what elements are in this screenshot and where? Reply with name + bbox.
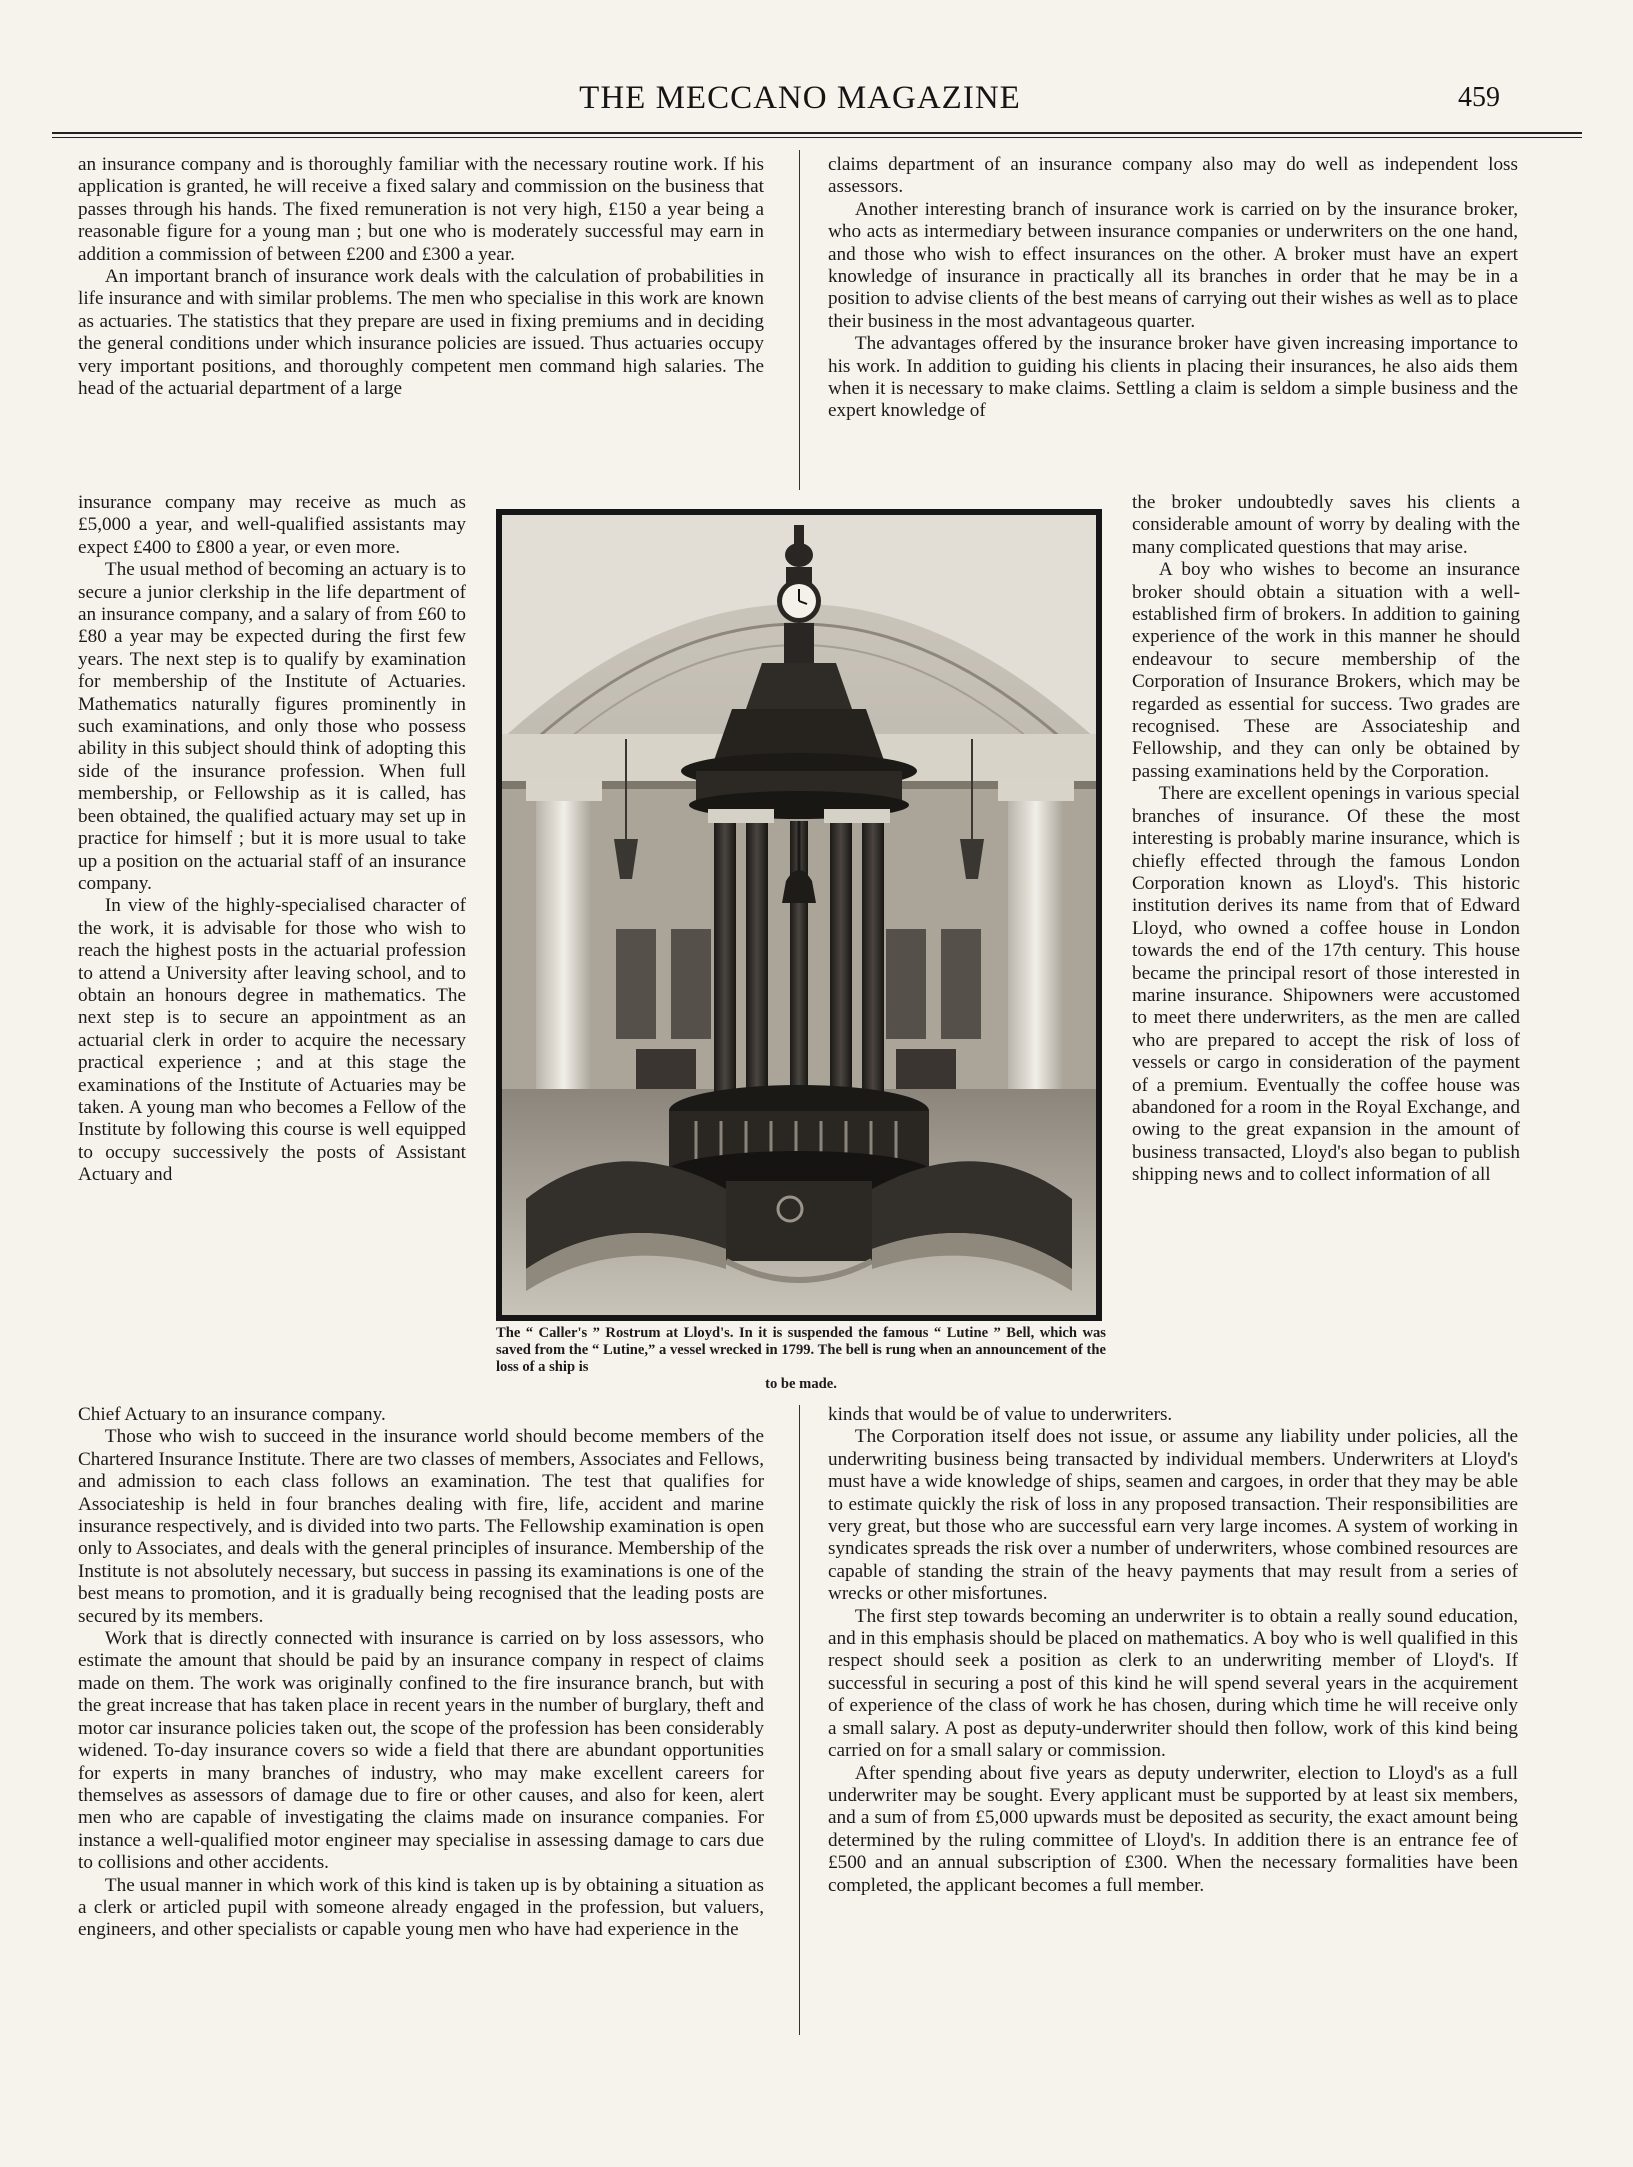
paragraph: The usual method of becoming an actuary is to secure a junior clerkship in the life department of an insurance company, and a salary of from £60 to £80 a year may be expected during the first few years. The next step is to qualify by examination for membership of the Institute of Actuaries. Mathematics naturally figures prominently in such examinations, and only those who possess ability in this subject should think of adopting this side of the insurance profession. When full membership, or Fellowship as it is called, has been obtained, the qualified actuary may set up in practice for himself ; but it is more usual to take up a position on the actuarial staff of an insurance company.	[78, 559, 466, 894]
paragraph: The advantages offered by the insurance broker have given increasing importance to his work. In addition to guiding his clients in placing their insurances, he also aids them when it is necessary to make claims. Settling a claim is seldom a simple business and the expert knowledge of	[828, 333, 1518, 422]
paragraph: The usual manner in which work of this kind is taken up is by obtaining a situation as a clerk or articled pupil with someone already engaged in the profession, but valuers, engineers, and other specialists or capable young men who have had experience in the	[78, 1874, 764, 1941]
paragraph: kinds that would be of value to underwriters.	[828, 1404, 1173, 1425]
paragraph: an insurance company and is thoroughly familiar with the necessary routine work. If his application is granted, he will receive a fixed salary and commission on the business that passes through his hands. The fixed remuneration is not very high, £150 a year being a reasonable figure for a young man ; but one who is moderately successful may earn in addition a commission of between £200 and £300 a year.	[78, 154, 764, 265]
paragraph: The first step towards becoming an underwriter is to obtain a really sound education, and in this emphasis should be placed on mathematics. A boy who is well qualified in this respect should seek a position as clerk to an underwriting member of Lloyd's. If successful in securing a post of this kind he will spend several years in the acquirement of experience of the class of work he has chosen, during which time he will receive only a small salary. A post as deputy-underwriter should then follow, work of this kind being carried on for a small salary or commission.	[828, 1605, 1518, 1762]
paragraph: insurance company may receive as much as £5,000 a year, and well-qualified assistants may expect £400 to £800 a year, or even more.	[78, 492, 466, 558]
running-head: THE MECCANO MAGAZINE	[579, 80, 1021, 116]
rostrum-photograph	[496, 509, 1102, 1321]
paragraph: claims department of an insurance company also may do well as independent loss assessors.	[828, 154, 1518, 198]
left-column-bottom	[78, 1404, 764, 2072]
left-column-top	[78, 154, 764, 492]
paragraph: The Corporation itself does not issue, or assume any liability under policies, all the underwriting business being transacted by individual members. Underwriters at Lloyd's must have a wide knowledge of ships, seamen and cargoes, in order that they may be able to estimate quickly the risk of loss in any proposed transaction. Their responsibilities are very great, but those who are successful earn very large incomes. A system of working in syndicates spreads the risk over a number of underwriters, whose combined resources are capable of standing the strain of the heavy payments that may result from a series of wrecks or other misfortunes.	[828, 1426, 1518, 1605]
header-rule	[52, 132, 1582, 134]
paragraph: An important branch of insurance work deals with the calculation of probabilities in life insurance and with similar problems. The men who specialise in this work are known as actuaries. The statistics that they prepare are used in fixing premiums and in deciding the general conditions under which insurance policies are issued. Thus actuaries occupy very important positions, and thoroughly competent men command high salaries. The head of the actuarial department of a large	[78, 266, 764, 400]
figure-caption	[496, 1325, 1106, 1393]
paragraph: After spending about five years as deputy underwriter, election to Lloyd's as a full underwriter may be sought. Every applicant must be supported by at least six members, and a sum of from £5,000 upwards must be deposited as security, the exact amount being determined by the ruling committee of Lloyd's. In addition there is an entrance fee of £500 and an annual subscription of £300. When the necessary formalities have been completed, the applicant becomes a full member.	[828, 1762, 1518, 1896]
paragraph: Another interesting branch of insurance work is carried on by the insurance broker, who acts as intermediary between insurance companies or underwriters on the one hand, and those who wish to effect insurances on the other. A broker must have an expert knowledge of insurance in practically all its branches in order that he may be in a position to advise clients of the best means of carrying out their wishes as well as to place their business in the most advantageous quarter.	[828, 198, 1518, 332]
column-rule-top	[799, 150, 800, 490]
paragraph: Work that is directly connected with insurance is carried on by loss assessors, who estimate the amount that should be paid by an insurance company in respect of claims made on them. The work was originally confined to the fire insurance branch, but with the great increase that has taken place in recent years in the number of burglary, theft and motor car insurance policies taken out, the scope of the profession has been considerably widened. To-day insurance covers so wide a field that there are abundant opportunities for experts in many branches of industry, who may make excellent careers for themselves as assessors of damage due to fire or other causes, and also for keen, alert men who are capable of investigating the claims made on insurance companies. For instance a well-qualified motor engineer may specialise in assessing damage to cars due to collisions and other accidents.	[78, 1628, 764, 1874]
caption-last-line: to be made.	[765, 1376, 837, 1392]
paragraph: Chief Actuary to an insurance company.	[78, 1404, 386, 1425]
right-column-narrow	[1132, 492, 1520, 1406]
header-rule-thin	[52, 137, 1582, 138]
rostrum-illustration	[496, 509, 1102, 1321]
right-column-bottom	[828, 1404, 1518, 2072]
paragraph: In view of the highly-specialised character of the work, it is advisable for those who wish to reach the highest posts in the actuarial profession to attend a University after leaving school, and to obtain an honours degree in mathematics. The next step is to secure an appointment as an actuarial clerk in order to acquire the necessary practical experience ; and at this stage the examinations of the Institute of Actuaries may be taken. A young man who becomes a Fellow of the Institute by following this course is well equipped to occupy successively the posts of Assistant Actuary and	[78, 895, 466, 1186]
paragraph: Those who wish to succeed in the insurance world should become members of the Chartered Insurance Institute. There are two classes of members, Associates and Fellows, and admission to each class follows an examination. The test that qualifies for Associateship is held in four branches dealing with fire, life, accident and marine insurance respectively, and is divided into two parts. The Fellowship examination is open only to Associates, and deals with the general principles of insurance. Membership of the Institute is not absolutely necessary, but success in passing its examinations is one of the best means to promotion, and it is gradually being recognised that the leading posts are secured by its members.	[78, 1426, 764, 1627]
page-number: 459	[1458, 82, 1500, 113]
paragraph: There are excellent openings in various special branches of insurance. Of these the most interesting is probably marine insurance, which is chiefly effected through the famous London Corporation known as Lloyd's. This historic institution derives its name from that of Edward Lloyd, who owned a coffee house in London towards the end of the 17th century. This house became the principal resort of those interested in marine insurance. Shipowners were accustomed to meet there underwriters, as the men are called who are prepared to accept the risk of loss of vessels or cargo in consideration of the payment of a premium. Eventually the coffee house was abandoned for a room in the Royal Exchange, and owing to the great expansion in the amount of business transacted, Lloyd's also began to publish shipping news and to collect information of all	[1132, 783, 1520, 1186]
caption-text: The “ Caller's ” Rostrum at Lloyd's. In it is suspended the famous “ Lutine ” Bell, which was saved from the “ Lutine,” a vessel wrecked in 1799. The bell is rung when an announcement of the loss of a ship is	[496, 1325, 1106, 1375]
paragraph: A boy who wishes to become an insurance broker should obtain a situation with a well-established firm of brokers. In addition to gaining experience of the work in this manner he should endeavour to secure membership of the Corporation of Insurance Brokers, which may be regarded as essential for success. Two grades are recognised. These are Associateship and Fellowship, and they can only be obtained by passing examinations held by the Corporation.	[1132, 559, 1520, 782]
left-column-narrow	[78, 492, 466, 1406]
right-column-top	[828, 154, 1518, 492]
paragraph: the broker undoubtedly saves his clients a considerable amount of worry by dealing with the many complicated questions that may arise.	[1132, 492, 1520, 558]
column-rule-bottom	[799, 1405, 800, 2035]
